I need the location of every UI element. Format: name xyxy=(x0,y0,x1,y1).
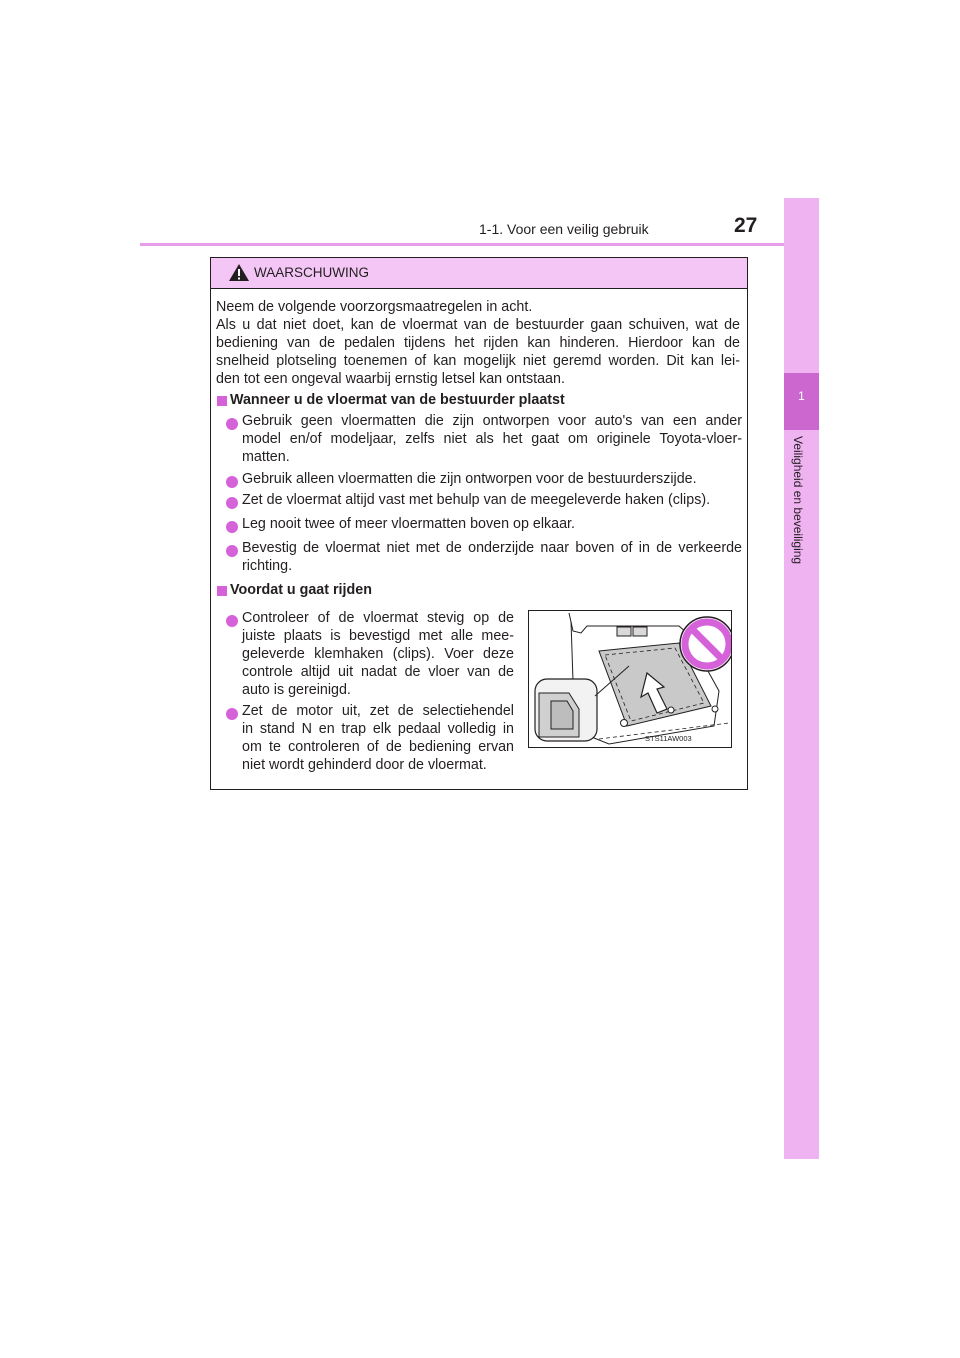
bullet-text: om te controleren of de bediening ervan xyxy=(242,739,514,755)
bullet-text: geleverde klemhaken (clips). Voer deze xyxy=(242,646,514,662)
warning-triangle-icon xyxy=(228,263,250,282)
intro-text: Neem de volgende voorzorgsmaatregelen in acht. xyxy=(216,299,533,315)
bullet-text: richting. xyxy=(242,558,293,574)
warning-title: WAARSCHUWING xyxy=(254,265,369,280)
floor-mat-illustration xyxy=(528,610,732,748)
bullet-icon xyxy=(226,708,238,720)
header-rule xyxy=(140,243,819,246)
intro-line: Als u dat niet doet, kan de vloermat van de bestuurder gaan schuiven, wat de xyxy=(216,317,740,333)
section-marker xyxy=(217,396,227,406)
chapter-label: Veiligheid en beveiliging xyxy=(791,436,805,565)
section-title: 1-1. Voor een veilig gebruik xyxy=(479,221,649,237)
floor-mat-drawing xyxy=(529,611,731,747)
bullet-text: Leg nooit twee of meer vloermatten boven op elkaar. xyxy=(242,516,576,532)
chapter-side-tab xyxy=(784,198,819,1159)
bullet-text: Zet de motor uit, zet de selectiehendel xyxy=(242,703,514,719)
bullet-icon xyxy=(226,545,238,557)
bullet-text: controle altijd uit nadat de vloer van de xyxy=(242,664,514,680)
bullet-text: niet wordt gehinderd door de vloermat. xyxy=(242,757,487,773)
intro-line: den tot een ongeval waarbij ernstig letsel kan ontstaan. xyxy=(216,371,565,387)
bullet-text: matten. xyxy=(242,449,290,465)
bullet-icon xyxy=(226,497,238,509)
bullet-icon xyxy=(226,615,238,627)
bullet-text: Bevestig de vloermat niet met de onderzijde naar boven of in de verkeerde xyxy=(242,540,742,556)
bullet-text: auto is gereinigd. xyxy=(242,682,351,698)
bullet-text: Gebruik geen vloermatten die zijn ontworpen voor auto's van een ander xyxy=(242,413,742,429)
bullet-text: Gebruik alleen vloermatten die zijn ontworpen voor de bestuurderszijde. xyxy=(242,471,697,487)
section-heading: Voordat u gaat rijden xyxy=(230,582,372,598)
section-marker xyxy=(217,586,227,596)
page-number: 27 xyxy=(734,214,758,237)
intro-line: bediening van de pedalen tijdens het rijden kan hinderen. Hierdoor kan de xyxy=(216,335,740,351)
bullet-text: model en/of modeljaar, zelfs niet als het gaat om originele Toyota-vloer- xyxy=(242,431,742,447)
bullet-text: Zet de vloermat altijd vast met behulp van de meegeleverde haken (clips). xyxy=(242,492,711,508)
bullet-icon xyxy=(226,476,238,488)
bullet-text: Controleer of de vloermat stevig op de xyxy=(242,610,514,626)
bullet-icon xyxy=(226,521,238,533)
intro-line: snelheid plotseling toenemen of kan mogelijk niet geremd worden. Dit kan lei- xyxy=(216,353,740,369)
warning-header xyxy=(211,258,747,289)
figure-code: STS11AW003 xyxy=(645,734,692,743)
chapter-number: 1 xyxy=(798,389,805,403)
bullet-icon xyxy=(226,418,238,430)
bullet-text: in stand N en trap elk pedaal volledig in xyxy=(242,721,514,737)
bullet-text: juiste plaats is bevestigd met alle mee- xyxy=(242,628,514,644)
section-heading: Wanneer u de vloermat van de bestuurder plaatst xyxy=(230,392,565,408)
